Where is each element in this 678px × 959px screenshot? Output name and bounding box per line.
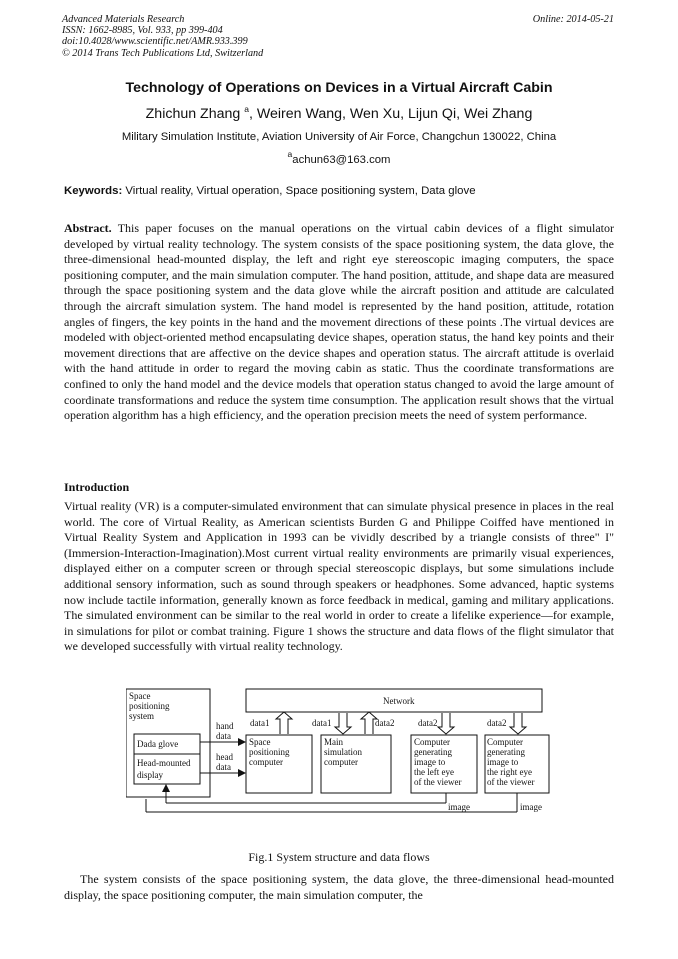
keywords [64, 185, 476, 197]
fig-hand-line1: hand [216, 721, 234, 731]
abstract-text: This paper focuses on the manual operations on the virtual cabin devices of a flight simulator developed by virtual reality technology. The system consists of the space positioning system, the data glove, the three-dimensional head-mounted display, the left and right eye stereoscopic imaging computers, the space positioning computer, and the main simulation computer. The hand position, attitude, and shape data are measured through the space positioning system and the data glove while the aircraft position and attitude are calculated through the aircraft simulation system. The hand model is represented by the hand position, attitude, rotation angles of fingers, the key points in the hand and the movement directions of these points .The virtual devices are modeled with object-oriented method encapsulating device shapes, operation status, the hand key points and their movement directions that are affective on the device shapes and operation status. The aircraft attitude is overlaid with the hand attitude in order to regard the moving cabin as static. Thus the coordinate transformations are confined to only the hand model and the device models that operation status changed to avoid the large amount of coordinate transformations and reduce the system time consumption. The application result shows that the virtual operation algorithm has a high efficiency, and the operation precision meets the need of system performance. [64, 221, 614, 423]
journal-meta [62, 14, 263, 59]
fig-msc-line2: simulation [324, 747, 362, 757]
system-paragraph: The system consists of the space positioning system, the data glove, the three-dimensional head-mounted display, the space positioning computer, the main simulation computer, the [64, 872, 614, 902]
authors-rest: , Weiren Wang, Wen Xu, Lijun Qi, Wei Zhang [248, 106, 533, 122]
fig-right-line1: Computer [487, 737, 523, 747]
affiliation: Military Simulation Institute, Aviation University of Air Force, Changchun 130022, China [121, 131, 557, 143]
data1-up-arrow-space [276, 712, 292, 734]
fig-data2-b: data2 [418, 718, 438, 728]
fig-hand-line2: data [216, 731, 231, 741]
fig-image-b: image [520, 802, 542, 812]
fig-left-line5: of the viewer [414, 777, 462, 787]
fig-sps-line1: Space [129, 691, 151, 701]
fig-sps-line2: positioning [129, 701, 170, 711]
online-date: Online: 2014-05-21 [532, 14, 614, 25]
fig-left-line3: image to [414, 757, 446, 767]
introduction-text: Virtual reality (VR) is a computer-simulated environment that can simulate physical presence in places in the real world. The core of Virtual Reality, as American scientists Burden G and Philippe Coiffed have mentioned in Virtual Reality System and Application in 1993 can be vividly described by a triangle consists of three" I"(Immersion-Interaction-Imagination).Most current virtual reality environments are primarily visual experiences, displayed either on a computer screen or through special stereoscopic displays, but some simulations include additional sensory information, such as sound through speakers or headphones. Some advanced, haptic systems now include tactile information, generally known as force feedback in medical, gaming and military applications. The simulated environment can be similar to the real world in order to create a lifelike experience—for example, in simulations for pilot or combat training. Figure 1 shows the structure and data flows of the flight simulator that we developed successfully with virtual reality technology. [64, 499, 614, 654]
fig-data2-a: data2 [375, 718, 395, 728]
fig-data-glove: Dada glove [137, 739, 179, 749]
fig-data1-a: data1 [250, 718, 270, 728]
author-first: Zhichun Zhang [145, 106, 241, 122]
fig-left-line1: Computer [414, 737, 450, 747]
doi: doi:10.4028/www.scientific.net/AMR.933.399 [62, 36, 248, 48]
introduction-heading: Introduction [64, 480, 130, 494]
author-sup: a [244, 104, 249, 114]
data2-down-arrow-right [510, 713, 526, 734]
fig-right-line5: of the viewer [487, 777, 535, 787]
fig-sps-line3: system [129, 711, 155, 721]
fig-spc-line2: positioning [249, 747, 290, 757]
issn: ISSN: 1662-8985, Vol. 933, pp 399-404 [62, 25, 223, 37]
email-sup: a [287, 149, 293, 159]
keywords-text: Virtual reality, Virtual operation, Space positioning system, Data glove [125, 185, 476, 197]
email [0, 149, 678, 166]
keywords-label: Keywords: [64, 185, 123, 197]
abstract-label: Abstract. [64, 221, 112, 235]
fig-right-line3: image to [487, 757, 519, 767]
fig-data1-b: data1 [312, 718, 332, 728]
figure-caption: Fig.1 System structure and data flows [248, 850, 430, 864]
authors [0, 104, 678, 122]
fig-left-line4: the left eye [414, 767, 454, 777]
journal-name: Advanced Materials Research [62, 14, 185, 25]
fig-head-line2: data [216, 762, 231, 772]
fig-right-line4: the right eye [487, 767, 532, 777]
email-address[interactable]: achun63@163.com [292, 154, 391, 166]
fig-image-a: image [448, 802, 470, 812]
fig-hmd-line2: display [137, 770, 163, 780]
fig-msc-line1: Main [324, 737, 343, 747]
fig-data2-c: data2 [487, 718, 507, 728]
fig-head-line1: head [216, 752, 233, 762]
fig-spc-line1: Space [249, 737, 271, 747]
fig-msc-line3: computer [324, 757, 358, 767]
abstract [64, 221, 614, 424]
copyright: © 2014 Trans Tech Publications Ltd, Switzerland [62, 47, 264, 59]
paper-title: Technology of Operations on Devices in a Virtual Aircraft Cabin [125, 80, 553, 96]
fig-spc-line3: computer [249, 757, 283, 767]
fig-right-line2: generating [487, 747, 525, 757]
data1-down-arrow-main [335, 713, 351, 734]
fig-network: Network [383, 696, 415, 706]
system-structure-figure [126, 687, 556, 827]
data2-down-arrow-left [438, 713, 454, 734]
fig-hmd-line1: Head-mounted [137, 758, 191, 768]
fig-left-line2: generating [414, 747, 452, 757]
